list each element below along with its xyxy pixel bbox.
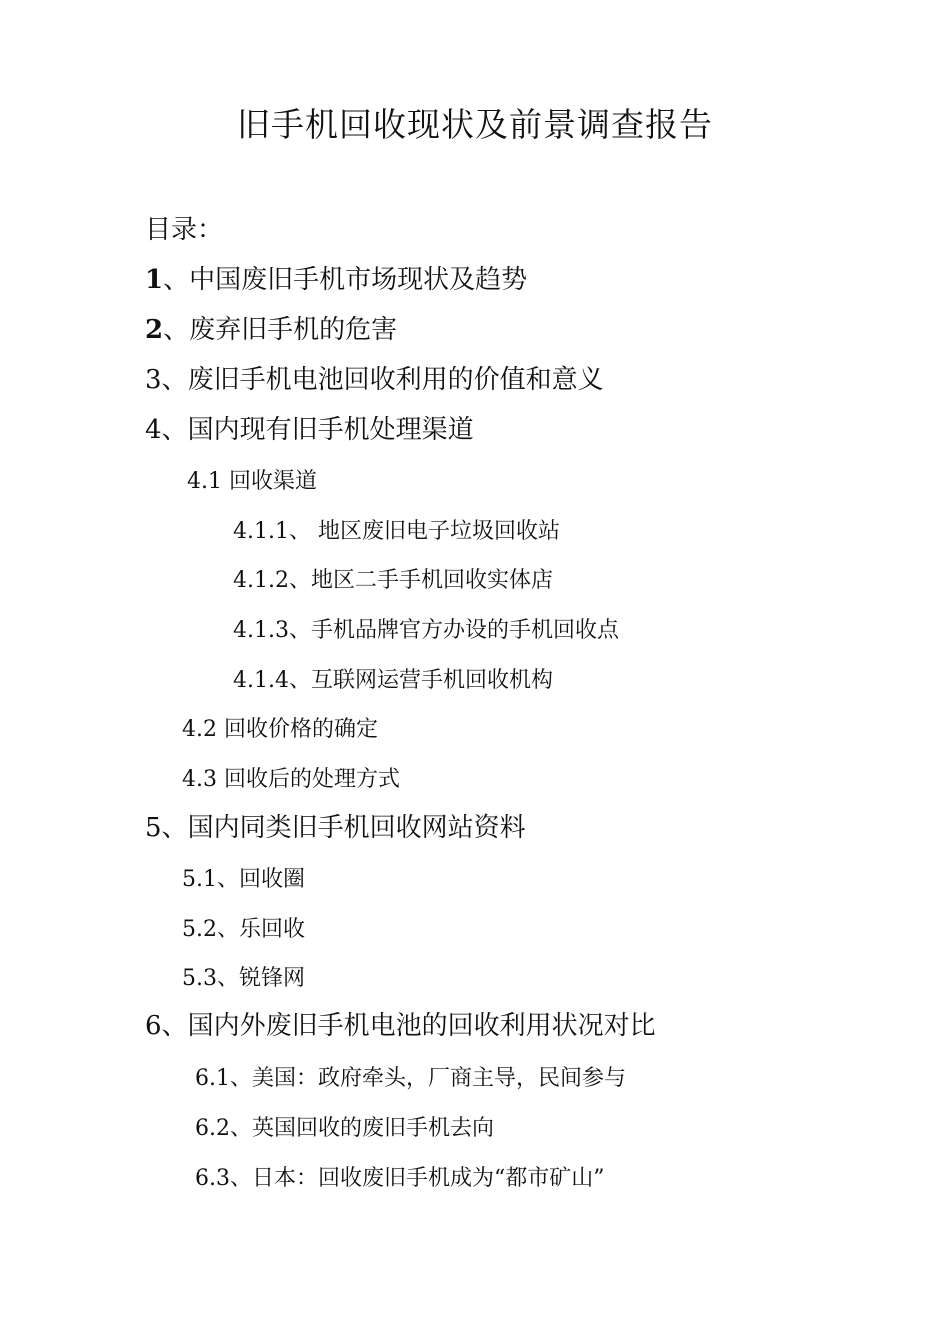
toc-item-text: 美国：政府牵头，厂商主导，民间参与 xyxy=(252,1066,627,1091)
toc-item-text: 日本：回收废旧手机成为“都市矿山” xyxy=(252,1166,605,1191)
toc-item-text: 国内外废旧手机电池的回收利用状况对比 xyxy=(187,1011,656,1041)
toc-item-number: 6.3 xyxy=(195,1166,230,1191)
toc-item-separator: 、 xyxy=(161,813,188,843)
toc-item-number: 5.1 xyxy=(182,867,217,892)
toc-item-separator xyxy=(222,469,229,494)
toc-item-separator: 、 xyxy=(217,867,240,892)
toc-item-text: 手机品牌官方办设的手机回收点 xyxy=(311,618,620,643)
toc-item-number: 4.2 xyxy=(182,717,217,742)
toc-item-text: 乐回收 xyxy=(239,917,306,942)
toc-item-6-3[interactable] xyxy=(195,1159,605,1199)
toc-item-4-1-3[interactable] xyxy=(233,611,619,651)
toc-item-separator: 、 xyxy=(217,966,240,991)
toc-item-separator: 、 xyxy=(161,365,188,395)
toc-item-text: 国内现有旧手机处理渠道 xyxy=(187,415,474,445)
toc-item-4-1-2[interactable] xyxy=(233,561,553,601)
toc-item-separator: 、 xyxy=(161,415,188,445)
toc-item-5-2[interactable] xyxy=(182,910,305,950)
toc-item-separator: 、 xyxy=(217,917,240,942)
toc-item-separator: 、 xyxy=(230,1166,253,1191)
toc-item-number: 5.2 xyxy=(182,917,217,942)
toc-item-separator: 、 xyxy=(161,1011,188,1041)
toc-item-separator: 、 xyxy=(288,519,318,544)
toc-heading: 目录： xyxy=(145,215,224,245)
toc-item-separator: 、 xyxy=(163,265,190,295)
toc-item-number: 4.1.2 xyxy=(233,568,289,593)
toc-item-separator xyxy=(217,717,224,742)
toc-item-text: 废弃旧手机的危害 xyxy=(189,315,398,345)
toc-item-text: 英国回收的废旧手机去向 xyxy=(252,1116,495,1141)
toc-item-text: 中国废旧手机市场现状及趋势 xyxy=(189,265,528,295)
toc-item-number: 4.1.3 xyxy=(233,618,289,643)
toc-item-6-1[interactable] xyxy=(195,1059,626,1099)
toc-item-number: 2 xyxy=(145,315,164,345)
toc-item-number: 4.3 xyxy=(182,767,217,792)
toc-item-number: 1 xyxy=(145,265,164,295)
toc-item-number: 4.1 xyxy=(187,469,222,494)
toc-item-text: 回收渠道 xyxy=(229,469,318,494)
toc-item-number: 6.2 xyxy=(195,1116,230,1141)
toc-item-separator xyxy=(217,767,224,792)
toc-item-4-1-4[interactable] xyxy=(233,661,553,701)
toc-item-text: 废旧手机电池回收利用的价值和意义 xyxy=(187,365,604,395)
toc-item-4[interactable] xyxy=(145,410,474,450)
toc-item-3[interactable] xyxy=(145,360,604,400)
toc-item-5-3[interactable] xyxy=(182,959,305,999)
toc-item-4-3[interactable] xyxy=(182,760,400,800)
toc-item-text: 回收价格的确定 xyxy=(224,717,379,742)
toc-item-separator: 、 xyxy=(288,668,311,693)
toc-item-separator: 、 xyxy=(230,1116,253,1141)
toc-item-number: 4.1.4 xyxy=(233,668,289,693)
toc-item-4-1-1[interactable] xyxy=(233,512,560,552)
toc-item-6-2[interactable] xyxy=(195,1109,494,1149)
toc-item-text: 互联网运营手机回收机构 xyxy=(311,668,554,693)
toc-item-4-2[interactable] xyxy=(182,710,378,750)
toc-item-2[interactable] xyxy=(145,310,397,350)
toc-item-1[interactable] xyxy=(145,260,527,300)
toc-item-number: 3 xyxy=(145,365,162,395)
toc-item-separator: 、 xyxy=(163,315,190,345)
toc-item-text: 锐锋网 xyxy=(239,966,306,991)
document-title: 旧手机回收现状及前景调查报告 xyxy=(237,105,713,144)
toc-item-5[interactable] xyxy=(145,808,526,848)
toc-item-text: 回收圈 xyxy=(239,867,306,892)
toc-item-separator: 、 xyxy=(230,1066,253,1091)
toc-item-separator: 、 xyxy=(288,568,311,593)
toc-item-number: 4 xyxy=(145,415,162,445)
toc-item-text: 回收后的处理方式 xyxy=(224,767,401,792)
toc-item-text: 地区二手手机回收实体店 xyxy=(311,568,554,593)
toc-item-4-1[interactable] xyxy=(187,462,317,502)
toc-item-text: 国内同类旧手机回收网站资料 xyxy=(187,813,526,843)
toc-item-5-1[interactable] xyxy=(182,860,305,900)
toc-item-number: 6 xyxy=(145,1011,162,1041)
toc-item-number: 5.3 xyxy=(182,966,217,991)
toc-item-text: 地区废旧电子垃圾回收站 xyxy=(317,519,560,544)
toc-item-separator: 、 xyxy=(288,618,311,643)
toc-item-number: 4.1.1 xyxy=(233,519,289,544)
toc-item-number: 5 xyxy=(145,813,162,843)
toc-item-6[interactable] xyxy=(145,1006,656,1046)
toc-item-number: 6.1 xyxy=(195,1066,230,1091)
